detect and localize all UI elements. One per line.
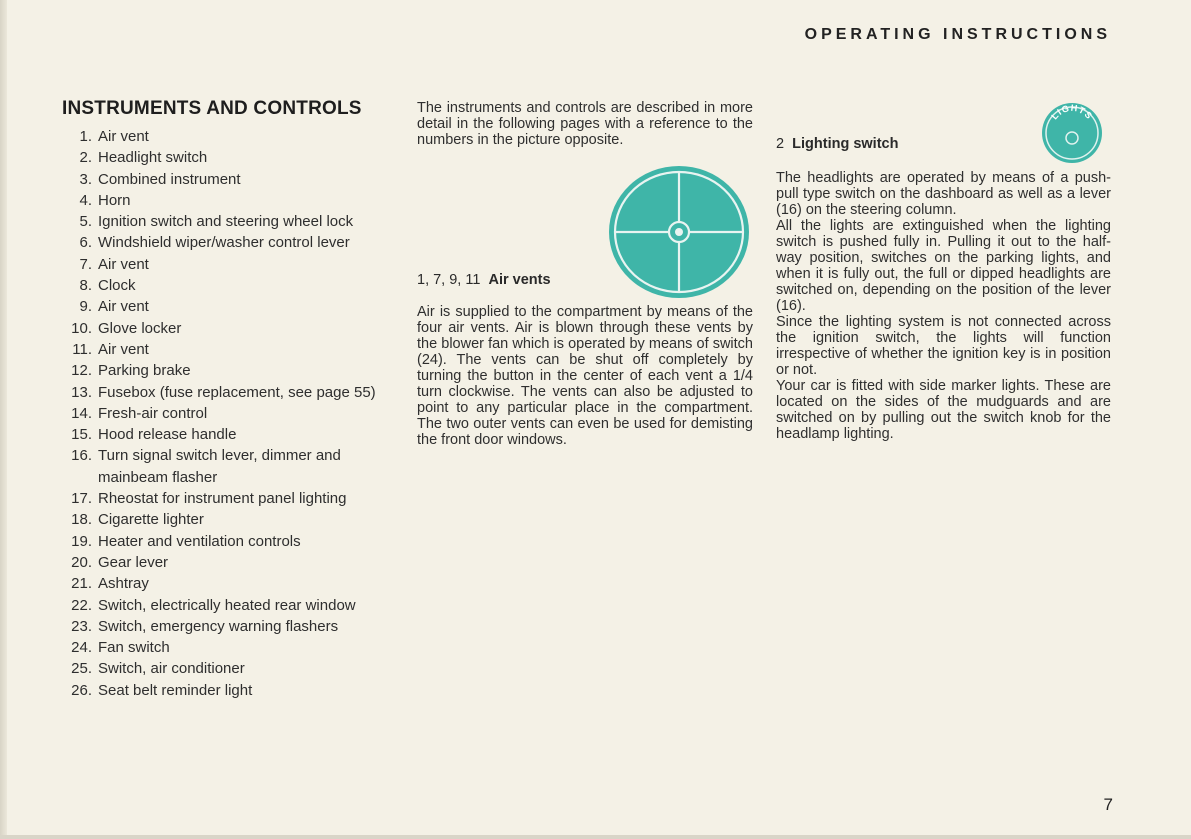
list-item-label: Horn [98, 191, 131, 209]
list-item [62, 126, 402, 147]
list-item [62, 445, 402, 488]
list-item [62, 531, 402, 552]
list-item-number: 20. [71, 553, 92, 571]
list-item-label: Ashtray [98, 575, 149, 593]
lighting-heading [776, 136, 898, 152]
instruments-column [62, 98, 402, 701]
list-item [62, 403, 402, 424]
list-item-label: Clock [98, 277, 136, 295]
list-item-number: 14. [71, 404, 92, 422]
lights-switch-icon [1041, 102, 1103, 164]
instruments-title: INSTRUMENTS AND CONTROLS [62, 98, 362, 119]
list-item-label: Fusebox (fuse replacement, see page 55) [98, 383, 376, 401]
list-item-label: Gear lever [98, 553, 169, 571]
list-item [62, 232, 402, 253]
list-item-number: 8. [79, 277, 92, 295]
list-item [62, 637, 402, 658]
list-item [62, 424, 402, 445]
lighting-paragraph: All the lights are extinguished when the lighting switch is pushed fully in. Pulling it out to the half-way position, switches on the parking lights, and when it is fully out, the full or dipped headlights are switched on, depending on the position of the lever (16). [776, 218, 1111, 314]
lighting-number: 2 [776, 136, 785, 152]
list-item-label: Air vent [98, 128, 149, 145]
list-item-label: Parking brake [98, 362, 191, 380]
list-item-label: Rheostat for instrument panel lighting [98, 490, 347, 508]
list-item-number: 10. [71, 319, 92, 337]
list-item-number: 18. [71, 511, 92, 529]
list-item-label: Fan switch [98, 639, 170, 657]
list-item-number: 4. [79, 191, 92, 209]
list-item-number: 3. [79, 170, 92, 188]
list-item-number: 1. [79, 128, 92, 145]
list-item-number: 12. [71, 362, 92, 380]
lighting-paragraph: The headlights are operated by means of a push-pull type switch on the dashboard as well as a lever (16) on the steering column. [776, 170, 1111, 218]
list-item [62, 275, 402, 296]
page-header: OPERATING INSTRUCTIONS [804, 26, 1111, 43]
list-item [62, 169, 402, 190]
list-item-number: 24. [71, 639, 92, 657]
list-item-label: Switch, emergency warning flashers [98, 617, 339, 635]
list-item [62, 680, 402, 701]
air-vents-text: Air is supplied to the compartment by means of the four air vents. Air is blown through these vents by the blower fan which is operated by means of switch (24). The vents can be shut off completely by turning the button in the center of each vent a 1/4 turn clockwise. The vents can also be adjusted to point to any particular place in the compartment. The two outer vents can even be used for demisting the front door windows. [417, 304, 753, 448]
list-item-label: Seat belt reminder light [98, 681, 253, 699]
list-item-number: 15. [71, 426, 92, 444]
lighting-paragraph: Your car is fitted with side marker lights. These are located on the sides of the mudguards and are switched on by pulling out the switch knob for the headlamp lighting. [776, 378, 1111, 442]
list-item-number: 25. [71, 660, 92, 678]
list-item-number: 13. [71, 383, 92, 401]
list-item-number: 17. [71, 490, 92, 508]
list-item-label: Windshield wiper/washer control lever [98, 234, 350, 252]
lighting-paragraph: Since the lighting system is not connected across the ignition switch, the lights will function irrespective of whether the ignition key is in position or not. [776, 314, 1111, 378]
list-item [62, 488, 402, 509]
list-item [62, 147, 402, 168]
list-item-label: Air vent [98, 298, 149, 316]
list-item-number: 16. [71, 447, 92, 465]
lights-icon-label: LIGHTS [1049, 102, 1095, 122]
list-item-label: Combined instrument [98, 170, 241, 188]
list-item [62, 595, 402, 616]
page-number: 7 [1103, 795, 1113, 814]
lighting-title: Lighting switch [792, 136, 899, 152]
list-item-number: 23. [71, 617, 92, 635]
list-item [62, 616, 402, 637]
air-vents-heading [417, 272, 551, 288]
list-item [62, 211, 402, 232]
list-item-number: 6. [79, 234, 92, 252]
list-item-label: Cigarette lighter [98, 511, 204, 529]
page-bottom-edge [0, 835, 1191, 839]
list-item-number: 21. [71, 575, 92, 593]
list-item-label: Turn signal switch lever, dimmer and mainbeam flasher [98, 447, 341, 486]
list-item-number: 2. [79, 149, 92, 167]
list-item-number: 7. [79, 255, 92, 273]
list-item [62, 509, 402, 530]
air-vents-numbers: 1, 7, 9, 11 [417, 272, 481, 288]
instruments-list [62, 126, 402, 701]
air-vents-column [417, 100, 753, 448]
lighting-text [776, 170, 1111, 442]
list-item-label: Air vent [98, 340, 149, 358]
list-item [62, 254, 402, 275]
list-item-number: 22. [71, 596, 92, 614]
list-item-label: Glove locker [98, 319, 182, 337]
list-item-number: 11. [72, 340, 92, 358]
list-item-number: 5. [79, 213, 92, 231]
list-item-label: Fresh-air control [98, 404, 208, 422]
list-item-number: 19. [71, 532, 92, 550]
list-item [62, 318, 402, 339]
intro-text: The instruments and controls are described in more detail in the following pages with a reference to the numbers in the picture opposite. [417, 100, 753, 148]
list-item-label: Switch, air conditioner [98, 660, 245, 678]
list-item [62, 658, 402, 679]
list-item-label: Hood release handle [98, 426, 237, 444]
page-binding-edge [0, 0, 7, 839]
list-item-label: Heater and ventilation controls [98, 532, 301, 550]
list-item [62, 552, 402, 573]
list-item-label: Switch, electrically heated rear window [98, 596, 356, 614]
air-vent-icon [607, 164, 751, 300]
list-item-label: Ignition switch and steering wheel lock [98, 213, 354, 231]
list-item [62, 360, 402, 381]
list-item-label: Air vent [98, 255, 149, 273]
list-item [62, 296, 402, 317]
list-item [62, 573, 402, 594]
air-vents-title: Air vents [488, 272, 551, 288]
list-item [62, 382, 402, 403]
list-item-number: 26. [71, 681, 92, 699]
list-item-number: 9. [79, 298, 92, 316]
list-item [62, 190, 402, 211]
list-item [62, 339, 402, 360]
list-item-label: Headlight switch [98, 149, 208, 167]
